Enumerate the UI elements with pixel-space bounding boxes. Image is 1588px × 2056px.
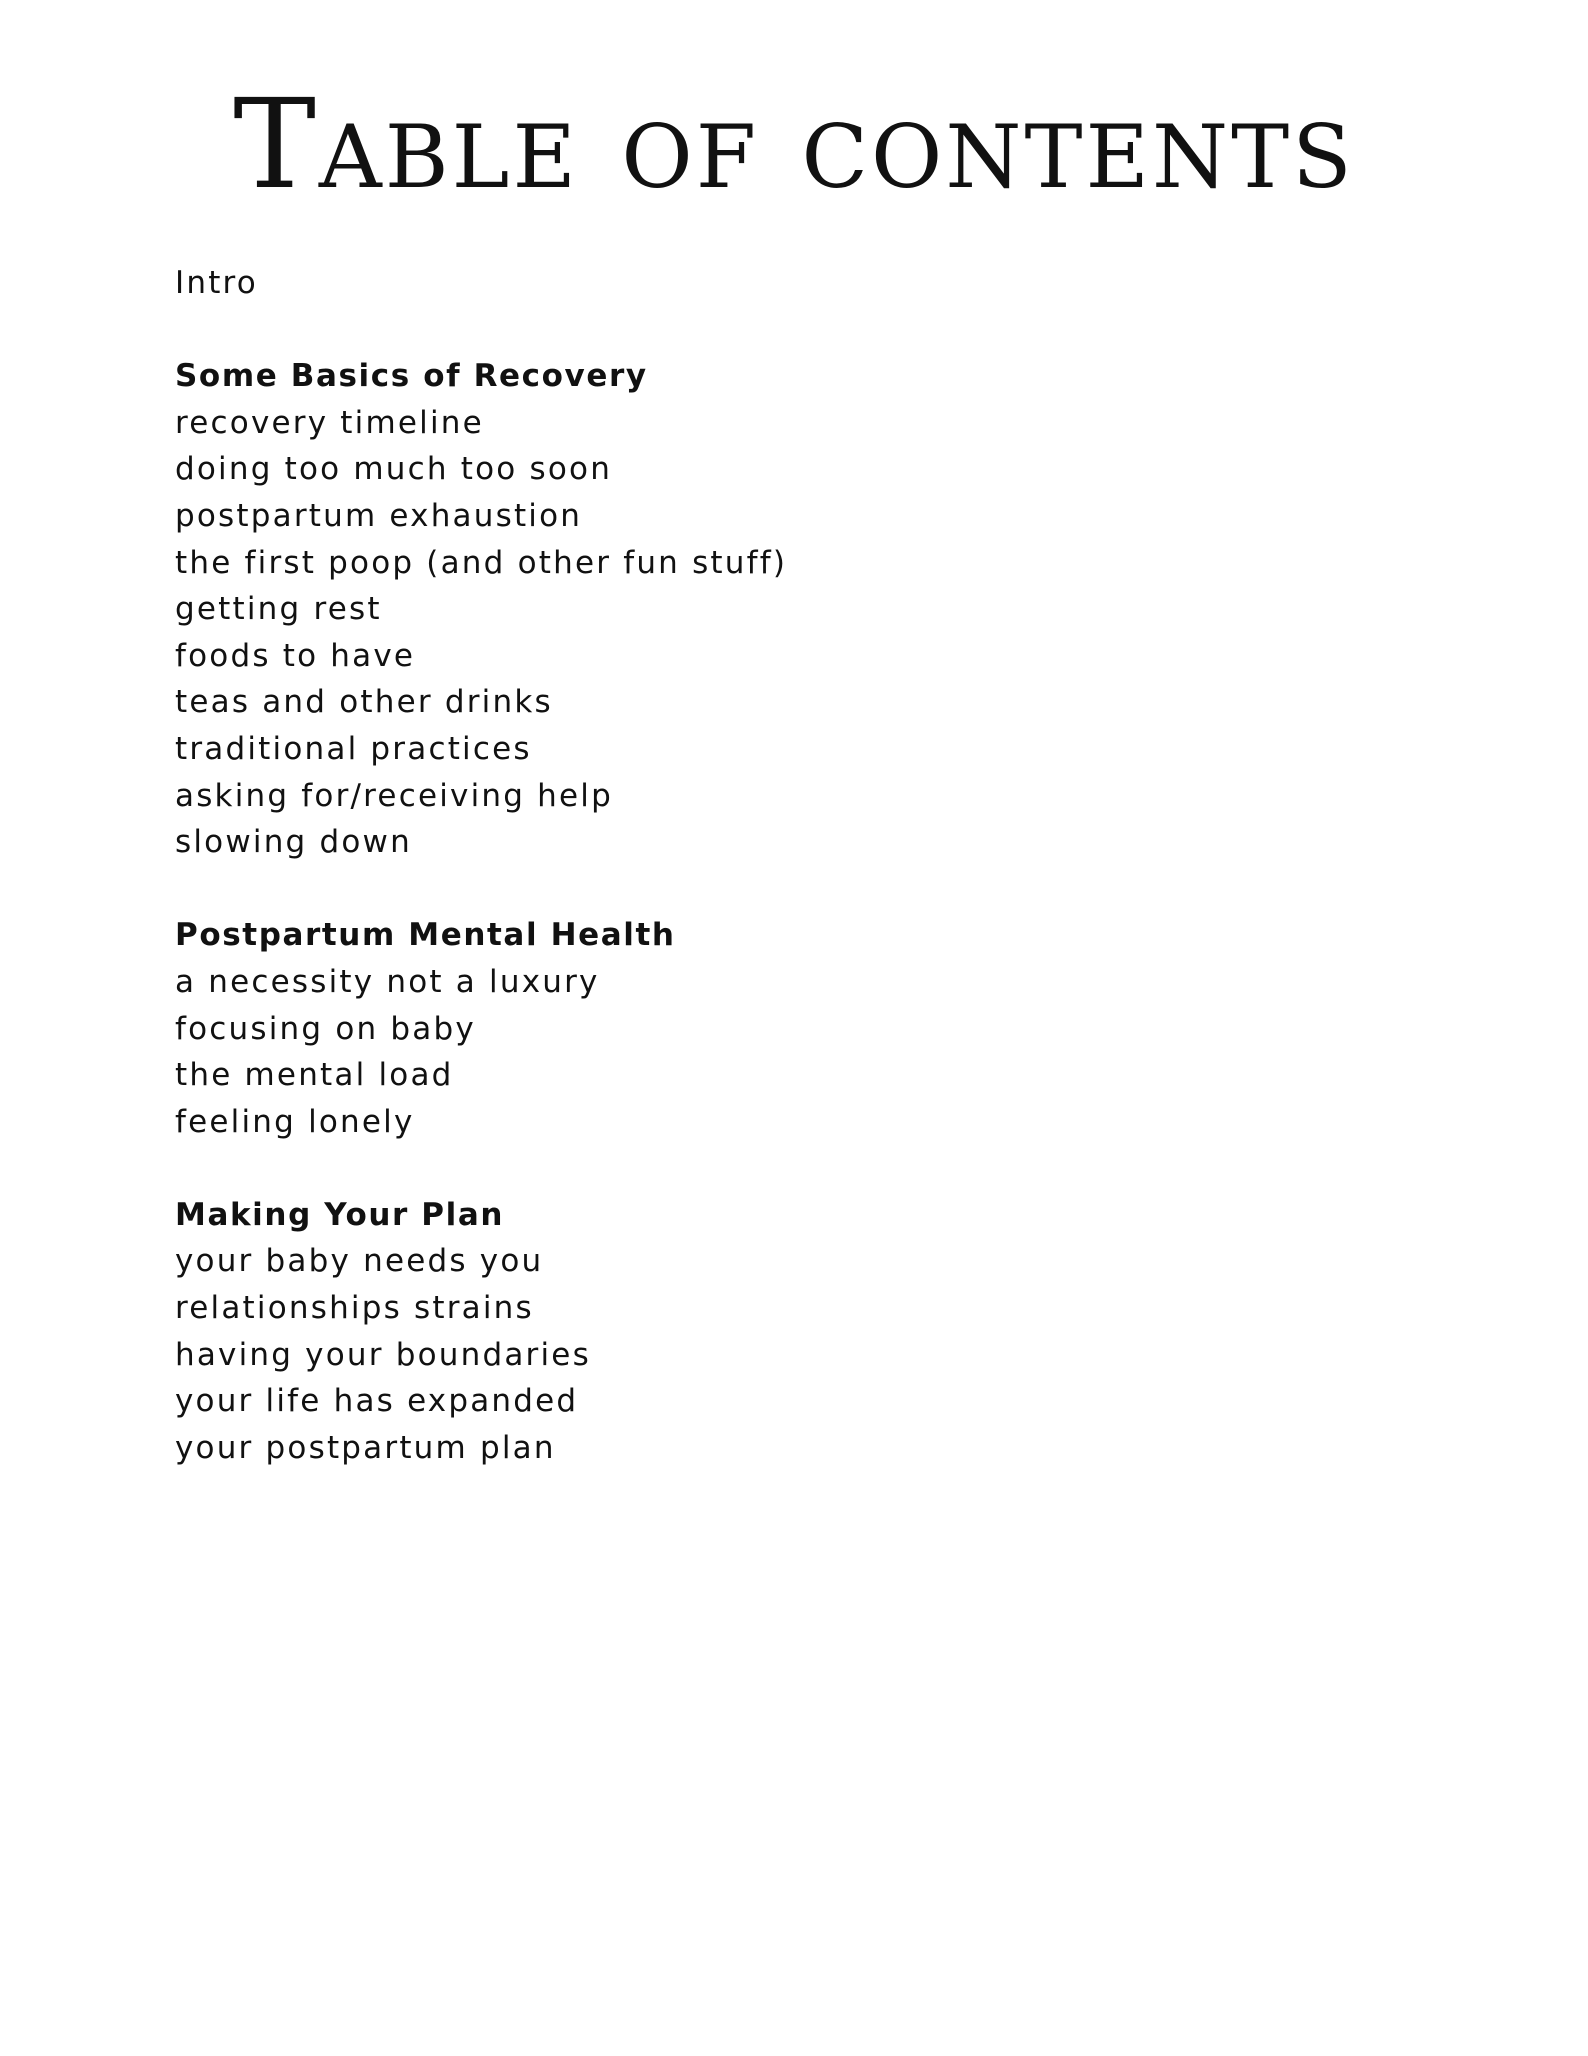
toc-entry: having your boundaries: [175, 1336, 591, 1373]
table-of-contents: [175, 260, 1275, 1471]
toc-entry: focusing on baby: [175, 1010, 476, 1047]
toc-entry: getting rest: [175, 591, 382, 628]
toc-entry: doing too much too soon: [175, 451, 613, 488]
toc-entry: your postpartum plan: [175, 1429, 556, 1466]
toc-entry: the mental load: [175, 1057, 454, 1094]
toc-entry: teas and other drinks: [175, 684, 553, 721]
toc-entry: postpartum exhaustion: [175, 497, 583, 534]
toc-entry: feeling lonely: [175, 1103, 415, 1140]
section-spacer: [175, 1145, 1275, 1192]
toc-entry: traditional practices: [175, 730, 532, 767]
toc-entry: your life has expanded: [175, 1383, 579, 1420]
toc-entry: foods to have: [175, 637, 416, 674]
toc-entry: your baby needs you: [175, 1243, 544, 1280]
toc-entry: relationships strains: [175, 1290, 534, 1327]
page-title: Table of contents: [233, 73, 1355, 217]
toc-entry-intro: Intro: [175, 265, 258, 301]
section-heading-mental-health: Postpartum Mental Health: [175, 917, 676, 954]
toc-entry: asking for/receiving help: [175, 777, 613, 814]
toc-entry: slowing down: [175, 824, 412, 861]
section-heading-recovery: Some Basics of Recovery: [175, 358, 648, 395]
section-spacer: [175, 866, 1275, 913]
section-spacer: [175, 307, 1275, 354]
toc-entry: the first poop (and other fun stuff): [175, 544, 788, 581]
section-heading-plan: Making Your Plan: [175, 1196, 505, 1233]
toc-entry: a necessity not a luxury: [175, 963, 600, 1000]
toc-entry: recovery timeline: [175, 404, 484, 441]
